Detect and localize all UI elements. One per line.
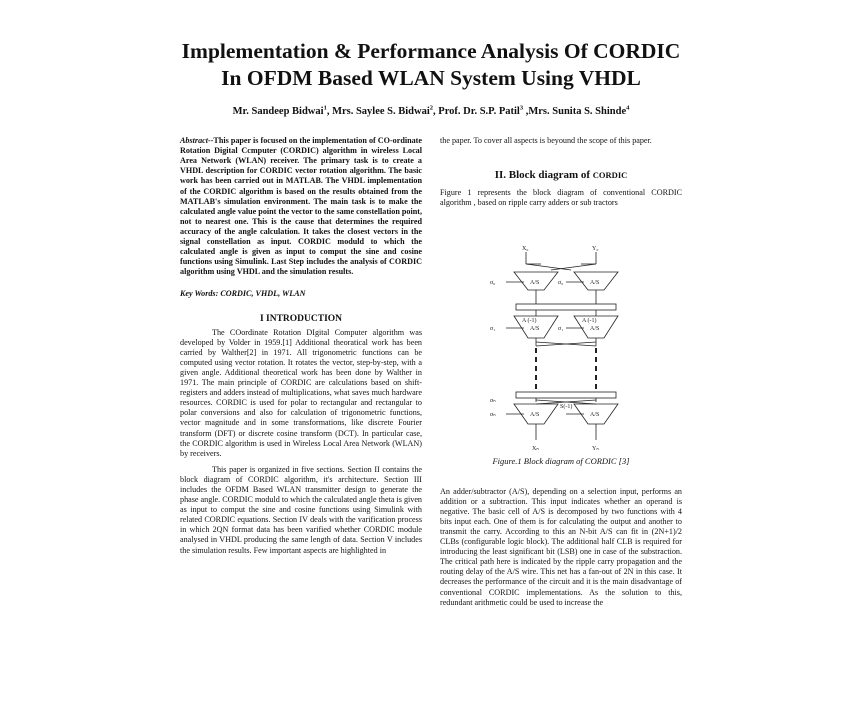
label-as-5: A/S bbox=[530, 412, 540, 419]
label-as-6: A/S bbox=[590, 412, 600, 419]
abstract: Abstract--This paper is focused on the implementation of CO-ordinate Rotation Digital Ccmputer (CORDIC) algorithm in wireless Local Area Network (WLAN) receiver. The primary task is to create a VHDL description for CORDIC vector rotation algorithm. The basic work has been carried out in MATLAB. The VHDL implementation of the CORDIC algorithm is based on the results obtained from the MATLAB's simulation environment. The main task is to make the calculated angle value point the vector to the same constellation point, not to nearest one. This is the cause that determines the required accuracy of the angle calculation. It takes the closest vectors in the signal constellation as input. CORDIC moduld to which the calculated angle is given as input to comput the sine and cosine functions using Simulink. Last Step includes the analysis of CORDIC algorithm using VHDL and the simulation results. bbox=[180, 136, 423, 277]
label-as-3: A/S bbox=[530, 326, 540, 333]
label-sigma0-right: σ₀ bbox=[558, 280, 564, 287]
two-column-body bbox=[180, 136, 682, 608]
label-as-2: A/S bbox=[590, 280, 600, 287]
author-line bbox=[180, 105, 682, 118]
paper-title: Implementation & Performance Analysis Of CORDIC In OFDM Based WLAN System Using VHDL bbox=[181, 39, 681, 91]
abstract-text: This paper is focused on the implementation of CO-ordinate Rotation Digital Ccmputer (CORDIC) algorithm in wireless Local Area Network (WLAN) receiver. The primary task is to create a VHDL description for CORDIC vector rotation algorithm. The basic work has been carried out in MATLAB. The VHDL implementation of the CORDIC algorithm is based on the results obtained from the MATLAB's simulation environment. The main task is to make the calculated angle value point the vector to the same constellation point, not to nearest one. This is the cause that determines the required accuracy of the angle calculation. It takes the closest vectors in the signal constellation as input. CORDIC moduld to which the calculated angle is given as input to comput the sine and cosine functions using Simulink. Last Step includes the analysis of CORDIC algorithm using VHDL and the simulation results. bbox=[180, 136, 423, 277]
section-2-heading: II. Block diagram of CORDIC bbox=[494, 169, 628, 182]
abstract-label: Abstract bbox=[180, 136, 208, 146]
label-cnt-2: A (-1) bbox=[582, 318, 597, 325]
right-column bbox=[440, 136, 682, 608]
label-shift: S(-1) bbox=[560, 404, 573, 411]
label-y0: Y₀ bbox=[592, 246, 599, 253]
cordic-block-diagram bbox=[486, 242, 636, 452]
label-sigma0-left: σ₀ bbox=[490, 280, 496, 287]
label-sigman-2: σₙ bbox=[490, 412, 496, 419]
intro-paragraph-1: The COordinate Rotation DIgital Computer algorithm was developed by Volder in 1959.[1] Additional theoratical work has been carried by Walther[2] in 1971. All trigonometric functions can be computed using vector rotation. It rotates the vector, step-by-step, with a given angle. Additional theoretical work has been done by Walther in 1971. The main principle of CORDIC are calculations based on shift-registers and adders instead of multiplications, what saves much hardware resources. CORDIC is used for polar to rectangular and rectangular to polar conversions and also for calculation of trigonometric functions, vector magnitude and in some transformations, like discrete Fourier transform (DFT) or discrete cosine transform (DCT). In particular case, the CORDIC algorithm is used in Wireless Local Area Network (WLAN) by receivers. bbox=[180, 327, 422, 458]
author-3: Prof. Dr. S.P. Patil$^3$ , bbox=[438, 104, 529, 118]
keywords: Key Words: CORDIC, VHDL, WLAN bbox=[180, 289, 306, 299]
left-column bbox=[180, 136, 422, 608]
label-yn: Yₙ bbox=[592, 446, 599, 453]
section-1-heading: I INTRODUCTION bbox=[259, 313, 343, 324]
label-sigma1-right: σ₁ bbox=[558, 326, 564, 333]
label-sigma1-left: σ₁ bbox=[490, 326, 496, 333]
author-2: Mrs. Saylee S. Bidwai$^2$, bbox=[332, 104, 439, 118]
author-4: Mrs. Sunita S. Shinde$^4$ bbox=[528, 104, 630, 118]
figure-1-caption: Figure.1 Block diagram of CORDIC [3] bbox=[492, 456, 630, 467]
figure-1 bbox=[440, 242, 682, 452]
label-xn: Xₙ bbox=[532, 446, 539, 453]
intro-paragraph-2: This paper is organized in five sections. Section II contains the block diagram of CORDIC algorithm, it's architecture. Section III includes the OFDM Based WLAN transmitter design to generate the phase angle. CORDIC moduld to which the calculated angle theta is given as input to comput the sine and cosine functions using Simulink with related CORDIC equations. Section IV deals with the varification process in which 2QN format data has been varified whether CORDIC module analysed in VHDL producing the same length of data. Section V includes the simulation results. Few important aspects are highlighted in bbox=[180, 464, 422, 555]
section-2-paragraph: Figure 1 represents the block diagram of conventional CORDIC algorithm , based on ripple carry adders or sub tractors bbox=[440, 188, 682, 208]
label-x0: X₀ bbox=[522, 246, 529, 253]
continued-paragraph: the paper. To cover all aspects is beyound the scope of this paper. bbox=[440, 136, 652, 146]
author-1: Mr. Sandeep Bidwai$^1$, bbox=[232, 104, 333, 118]
label-cnt-1: A (-1) bbox=[522, 318, 537, 325]
adder-subtractor-paragraph: An adder/subtractor (A/S), depending on a selection input, performs an addition or a subtraction. This input indicates whether an operand is negative. The basic cell of A/S is decomposed by two functions with 4 bits input each. One of them is for calculating the output and another to transmit the carry. According to this an N-bit A/S can fit in (2N+1)/2 CLBs (configurable logic block). The additional half CLB is required for introducing the least significant bit (LSB) one in case of the substraction. The critical path here is indicated by the ripple carry propagation and the routing delay of the A/S wire. This net has a fan-out of 2N in this case. It decreases the performance of the circuit and it is the main disadvantage of conventional CORDIC implementations. As the solution to this, redundant arithmetic could be used to increase the bbox=[440, 486, 682, 607]
label-as-1: A/S bbox=[530, 280, 540, 287]
label-as-4: A/S bbox=[590, 326, 600, 333]
label-sigman-left: σₙ bbox=[490, 398, 496, 405]
